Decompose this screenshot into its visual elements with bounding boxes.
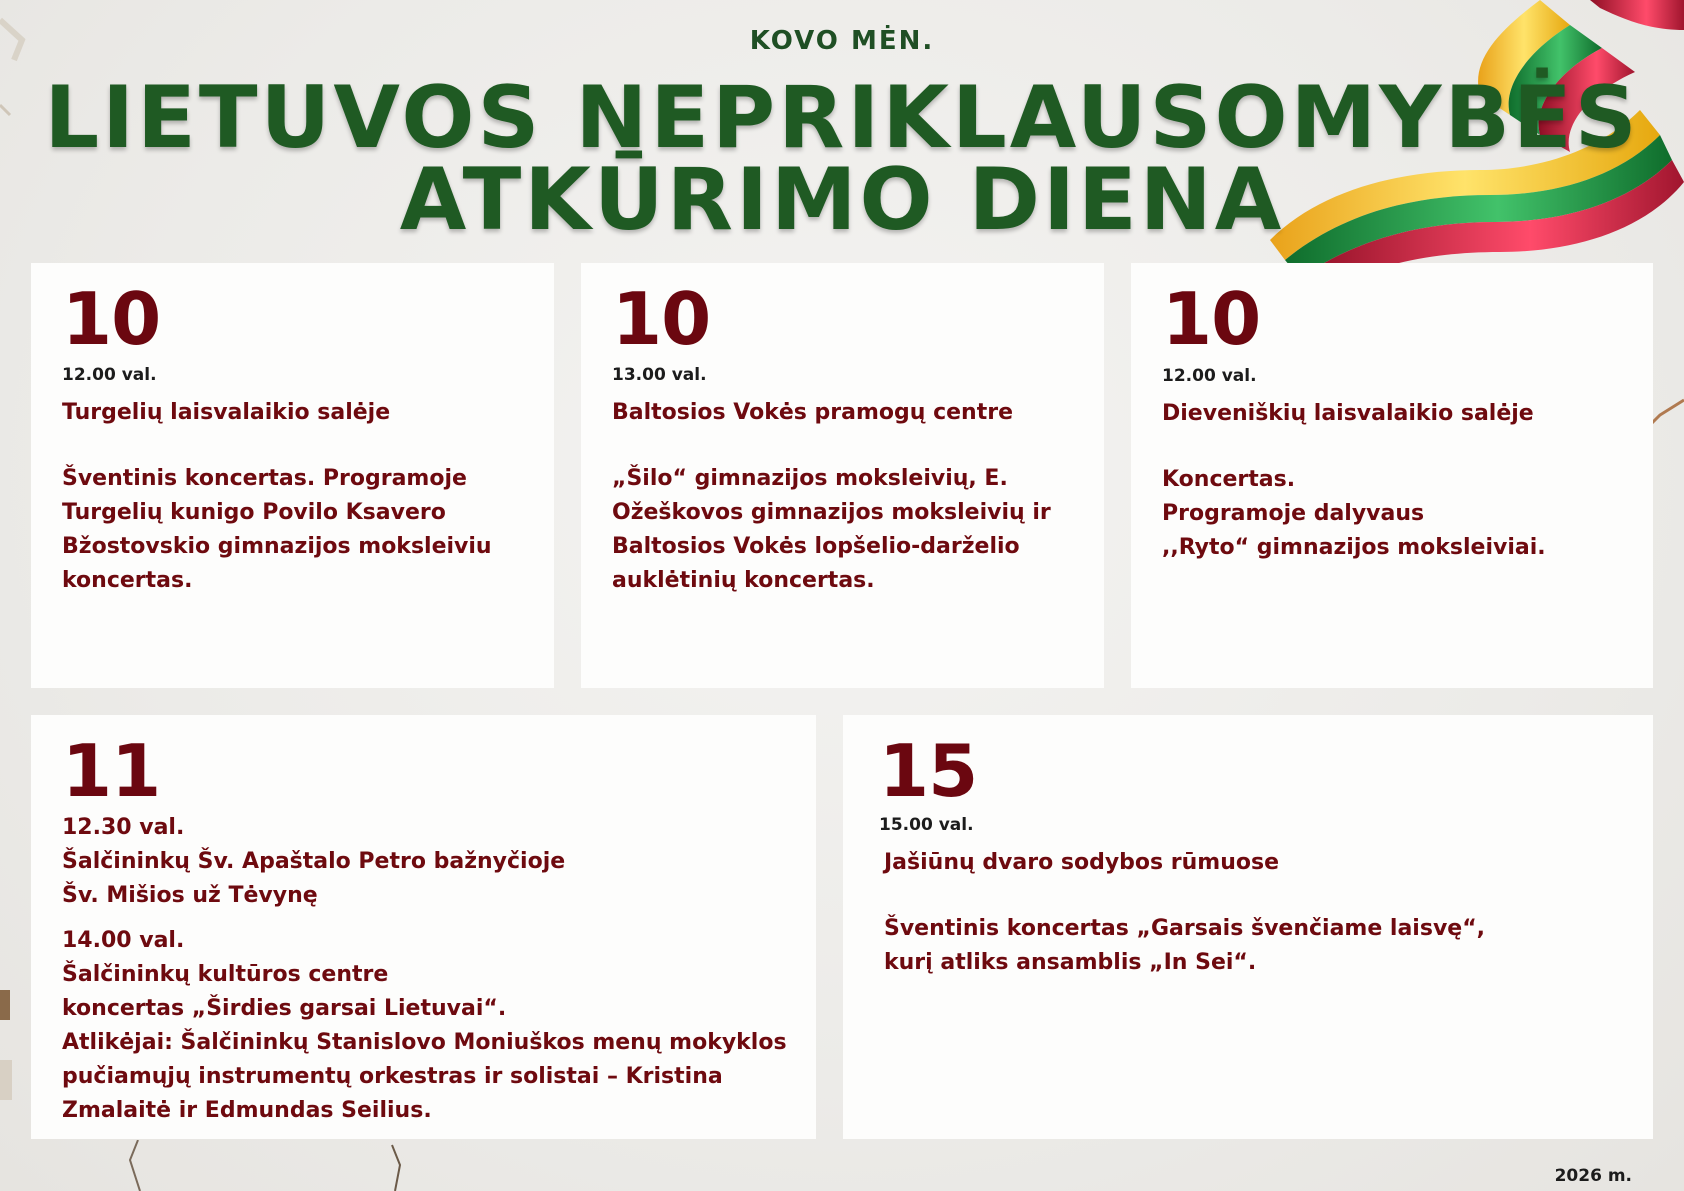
page-title-line2: ATKŪRIMO DIENA: [399, 150, 1285, 250]
description-line: Koncertas.: [1162, 467, 1296, 492]
event-description: [1162, 463, 1632, 565]
event-place: Šalčininkų Šv. Apaštalo Petro bažnyčioje: [62, 849, 566, 874]
event-card-salcininkai: [31, 715, 816, 1139]
description-line: ,,Ryto“ gimnazijos moksleiviai.: [1162, 535, 1546, 560]
event-place: Turgelių laisvalaikio salėje: [62, 400, 391, 425]
description-line: Zmalaitė ir Edmundas Seilius.: [62, 1098, 432, 1123]
description-line: Ožeškovos gimnazijos moksleivių ir: [612, 500, 1051, 525]
event-time: 13.00 val.: [612, 365, 707, 385]
twig-decoration-bottom: [100, 1140, 420, 1191]
event-block-mass: [62, 811, 802, 913]
description-line: pučiamųjų instrumentų orkestras ir solistai – Kristina: [62, 1064, 723, 1089]
page-title-line1: LIETUVOS NEPRIKLAUSOMYBĖS: [44, 68, 1640, 168]
footer-year: 2026 m.: [1554, 1166, 1632, 1186]
event-day: 10: [612, 277, 711, 361]
event-block-concert: [62, 924, 802, 1128]
description-line: Turgelių kunigo Povilo Ksavero: [62, 500, 446, 525]
event-day: 10: [62, 277, 161, 361]
event-place: Baltosios Vokės pramogų centre: [612, 400, 1013, 425]
event-time: 12.00 val.: [62, 365, 157, 385]
month-label: KOVO MĖN.: [749, 26, 935, 56]
ornament-decoration-left: [0, 990, 14, 1110]
event-place: Šalčininkų kultūros centre: [62, 962, 389, 987]
description-line: auklėtinių koncertas.: [612, 568, 875, 593]
description-line: Bžostovskio gimnazijos moksleiviu: [62, 534, 492, 559]
event-time: 15.00 val.: [879, 815, 974, 835]
event-place: Dieveniškių laisvalaikio salėje: [1162, 401, 1534, 426]
event-place: Jašiūnų dvaro sodybos rūmuose: [884, 850, 1280, 875]
event-time: 12.30 val.: [62, 815, 185, 840]
twig-decoration-right: [1650, 380, 1684, 440]
description-line: koncertas.: [62, 568, 193, 593]
event-card-jasiunai: [843, 715, 1653, 1139]
description-line: Programoje dalyvaus: [1162, 501, 1425, 526]
event-card-dieveniskes: [1131, 263, 1653, 688]
event-description: [612, 462, 1082, 598]
event-card-turgeliai: [31, 263, 554, 688]
event-time: 14.00 val.: [62, 928, 185, 953]
event-day: 15: [879, 729, 978, 813]
description-line: Baltosios Vokės lopšelio-darželio: [612, 534, 1020, 559]
description-line: Atlikėjai: Šalčininkų Stanislovo Moniuškos menų mokyklos: [62, 1030, 787, 1055]
event-day: 10: [1162, 277, 1261, 361]
description-line: Šventinis koncertas „Garsais švenčiame laisvę“,: [884, 916, 1486, 941]
event-card-baltoji-voke: [581, 263, 1104, 688]
description-line: kurį atliks ansamblis „In Sei“.: [884, 950, 1257, 975]
event-description: Šv. Mišios už Tėvynę: [62, 883, 318, 908]
description-line: „Šilo“ gimnazijos moksleivių, E.: [612, 466, 1008, 491]
description-line: koncertas „Širdies garsai Lietuvai“.: [62, 996, 507, 1021]
description-line: Šventinis koncertas. Programoje: [62, 466, 467, 491]
event-time: 12.00 val.: [1162, 366, 1257, 386]
event-description: [884, 912, 1644, 980]
event-description: [62, 462, 532, 598]
event-day: 11: [62, 729, 161, 813]
